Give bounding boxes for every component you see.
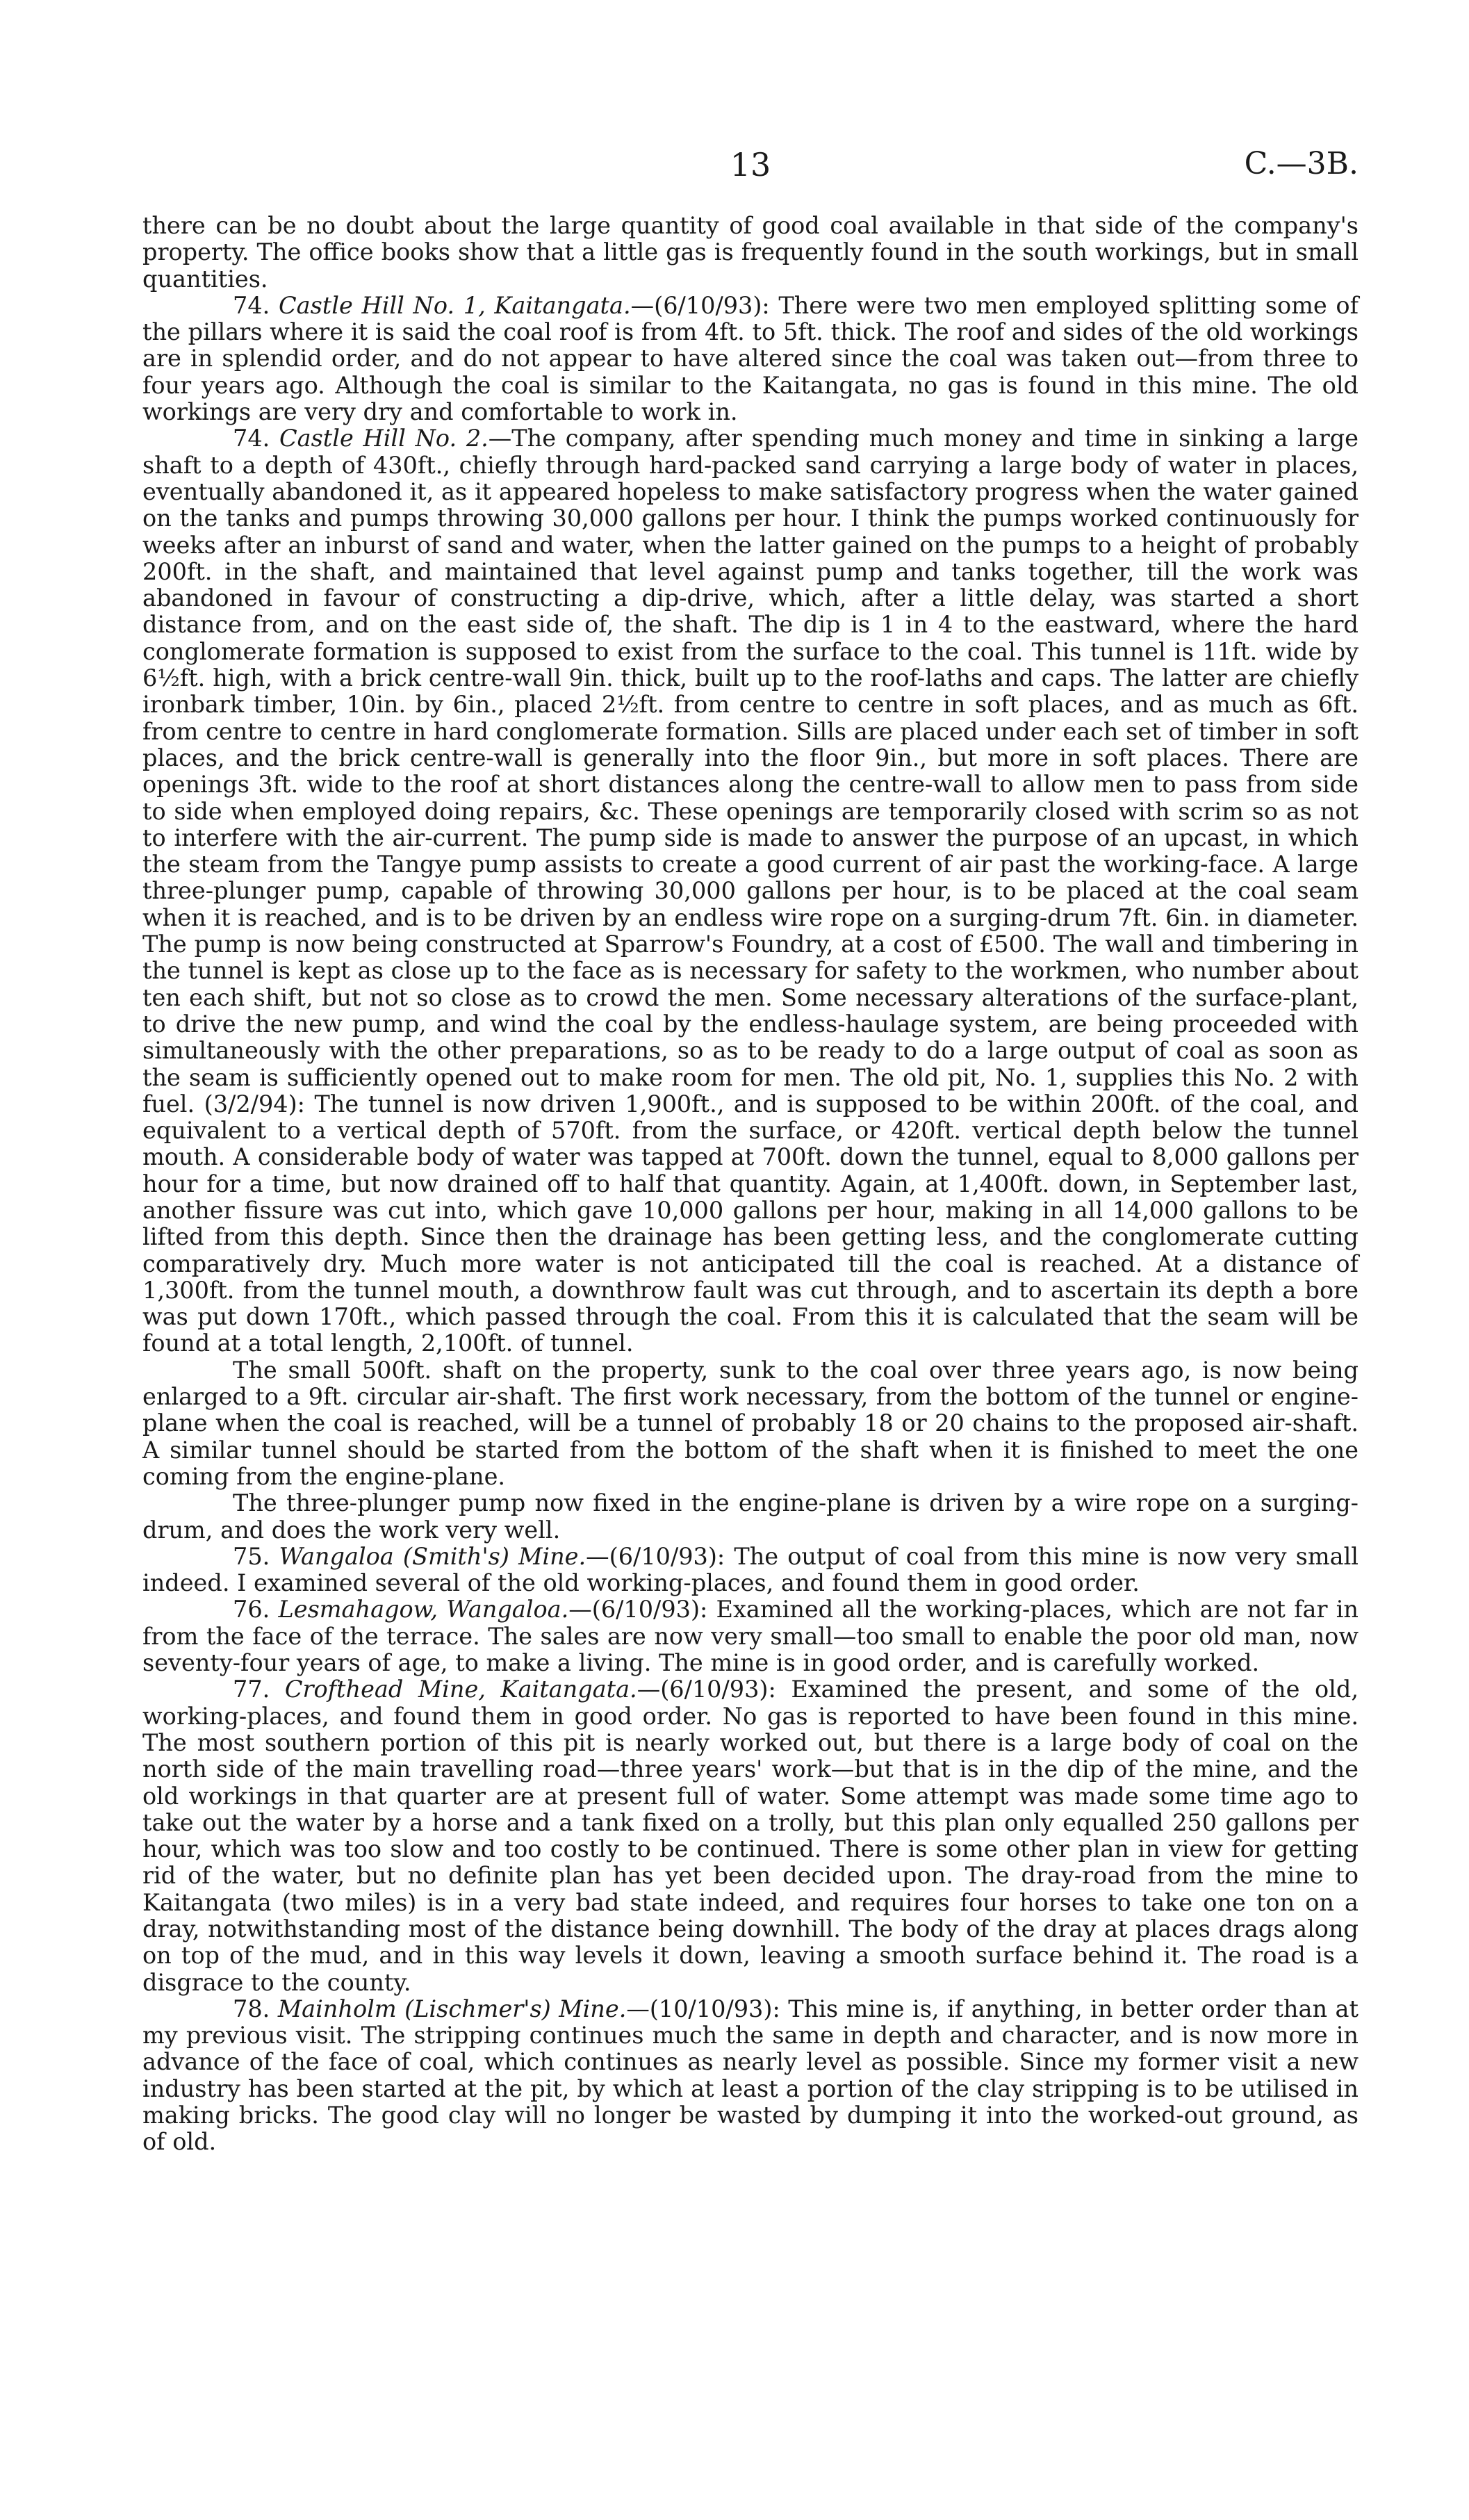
entry-title: Castle Hill No. 2. — [279, 425, 489, 452]
paragraph-text: The three-plunger pump now fixed in the engine-plane is driven by a wire rope on a surging-drum, and does the work very well. — [142, 1489, 1359, 1544]
page-number: 13 — [730, 146, 771, 183]
entry-title: Castle Hill No. 1, Kaitangata. — [278, 291, 631, 319]
paragraph-air-shaft — [142, 1357, 1359, 1490]
entry-77-crofthead — [142, 1676, 1359, 1996]
entry-number: 78. — [233, 1995, 270, 2022]
entry-text: —(6/10/93): Examined all the working-places, which are not far in from the face of the terrace. The sales are now very small—too small to enable the poor old man, now seventy-four years of age, to make a living. The mine is in good order, and is carefully worked. — [142, 1596, 1359, 1677]
entry-78-mainholm — [142, 1996, 1359, 2156]
entry-title: Wangaloa (Smith's) Mine. — [279, 1542, 586, 1570]
paragraph-text: The small 500ft. shaft on the property, sunk to the coal over three years ago, is now being enlarged to a 9ft. circular air-shaft. The first work necessary, from the bottom of the tunnel or engine-plane when the coal is reached, will be a tunnel of probably 18 or 20 chains to the proposed air-shaft. A similar tunnel should be started from the bottom of the shaft when it is finished to meet the one coming from the engine-plane. — [142, 1356, 1359, 1490]
paragraph-text: there can be no doubt about the large quantity of good coal available in that side of the company's property. The office books show that a little gas is frequently found in the south workings, but in small quantities. — [142, 212, 1359, 293]
entry-text: —(10/10/93): This mine is, if anything, in better order than at my previous visit. The stripping continues much the same in depth and character, and is now more in advance of the face of coal, which continues as nearly level as possible. Since my former visit a new industry has been started at the pit, by which at least a portion of the clay stripping is to be utilised in making bricks. The good clay will no longer be wasted by dumping it into the worked-out ground, as of old. — [142, 1995, 1359, 2156]
paragraph-three-plunger-pump — [142, 1490, 1359, 1544]
entry-number: 74. — [233, 425, 270, 452]
entry-76-lesmahagow — [142, 1596, 1359, 1676]
entry-74-castle-hill-2 — [142, 425, 1359, 1357]
entry-number: 77. — [233, 1676, 270, 1703]
entry-number: 75. — [233, 1542, 270, 1570]
entry-title: Mainholm (Lischmer's) Mine. — [277, 1995, 627, 2022]
entry-text: —(6/10/93): The output of coal from this mine is now very small indeed. I examined several of the old working-places, and found them in good order. — [142, 1542, 1359, 1597]
entry-title: Lesmahagow, Wangaloa. — [278, 1596, 569, 1623]
entry-number: 76. — [233, 1596, 270, 1623]
entry-74-castle-hill-1 — [142, 293, 1359, 425]
entry-title: Crofthead Mine, Kaitangata. — [284, 1676, 637, 1703]
entry-number: 74. — [233, 291, 270, 319]
entry-text: —(6/10/93): Examined the present, and some of the old, working-places, and found them in good order. No gas is reported to have been found in this mine. The most southern portion of this pit is nearly worked out, but there is a large body of coal on the north side of the main travelling road—three years' work—but that is in the dip of the mine, and the old workings in that quarter are at present full of water. Some attempt was made some time ago to take out the water by a horse and a tank fixed on a trolly, but this plan only equalled 250 gallons per hour, which was too slow and too costly to be continued. There is some other plan in view for getting rid of the water, but no definite plan has yet been decided upon. The dray-road from the mine to Kaitangata (two miles) is in a very bad state indeed, and requires four horses to take one ton on a dray, notwithstanding most of the distance being downhill. The body of the dray at places drags along on top of the mud, and in this way levels it down, leaving a smooth surface behind it. The road is a disgrace to the county. — [142, 1676, 1359, 1996]
document-reference: C.—3B. — [1244, 146, 1359, 181]
report-body — [142, 213, 1359, 2156]
entry-text: —The company, after spending much money and time in sinking a large shaft to a depth of 430ft., chiefly through hard-packed sand carrying a large body of water in places, eventually abandoned it, as it appeared hopeless to make satisfactory progress when the water gained on the tanks and pumps throwing 30,000 gallons per hour. I think the pumps worked continuously for weeks after an inburst of sand and water, when the latter gained on the pumps to a height of probably 200ft. in the shaft, and maintained that level against pump and tanks together, till the work was abandoned in favour of constructing a dip-drive, which, after a little delay, was started a short distance from, and on the east side of, the shaft. The dip is 1 in 4 to the eastward, where the hard conglomerate formation is supposed to exist from the surface to the coal. This tunnel is 11ft. wide by 6½ft. high, with a brick centre-wall 9in. thick, built up to the roof-laths and caps. The latter are chiefly ironbark timber, 10in. by 6in., placed 2½ft. from centre to centre in soft places, and as much as 6ft. from centre to centre in hard conglomerate formation. Sills are placed under each set of timber in soft places, and the brick centre-wall is generally into the floor 9in., but more in soft places. There are openings 3ft. wide to the roof at short distances along the centre-wall to allow men to pass from side to side when employed doing repairs, &c. These openings are temporarily closed with scrim so as not to interfere with the air-current. The pump side is made to answer the purpose of an upcast, in which the steam from the Tangye pump assists to create a good current of air past the working-face. A large three-plunger pump, capable of throwing 30,000 gallons per hour, is to be placed at the coal seam when it is reached, and is to be driven by an endless wire rope on a surging-drum 7ft. 6in. in diameter. The pump is now being constructed at Sparrow's Foundry, at a cost of £500. The wall and timbering in the tunnel is kept as close up to the face as is necessary for safety to the workmen, who number about ten each shift, but not so close as to crowd the men. Some necessary alterations of the surface-plant, to drive the new pump, and wind the coal by the endless-haulage system, are being proceeded with simultaneously with the other preparations, so as to be ready to do a large output of coal as soon as the seam is sufficiently opened out to make room for men. The old pit, No. 1, supplies this No. 2 with fuel. (3/2/94): The tunnel is now driven 1,900ft., and is supposed to be within 200ft. of the coal, and equivalent to a vertical depth of 570ft. from the surface, or 420ft. vertical depth below the tunnel mouth. A considerable body of water was tapped at 700ft. down the tunnel, equal to 8,000 gallons per hour for a time, but now drained off to half that quantity. Again, at 1,400ft. down, in September last, another fissure was cut into, which gave 10,000 gallons per hour, making in all 14,000 gallons to be lifted from this depth. Since then the drainage has been getting less, and the conglomerate cutting comparatively dry. Much more water is not anticipated till the coal is reached. At a distance of 1,300ft. from the tunnel mouth, a downthrow fault was cut through, and to ascertain its depth a bore was put down 170ft., which passed through the coal. From this it is calculated that the seam will be found at a total length, 2,100ft. of tunnel. — [142, 425, 1359, 1357]
entry-75-wangaloa — [142, 1544, 1359, 1597]
paragraph-continuation — [142, 213, 1359, 293]
entry-text: —(6/10/93): There were two men employed splitting some of the pillars where it is said the coal roof is from 4ft. to 5ft. thick. The roof and sides of the old workings are in splendid order, and do not appear to have altered since the coal was taken out—from three to four years ago. Although the coal is similar to the Kaitangata, no gas is found in this mine. The old workings are very dry and comfortable to work in. — [142, 291, 1359, 426]
page-header — [142, 146, 1359, 188]
